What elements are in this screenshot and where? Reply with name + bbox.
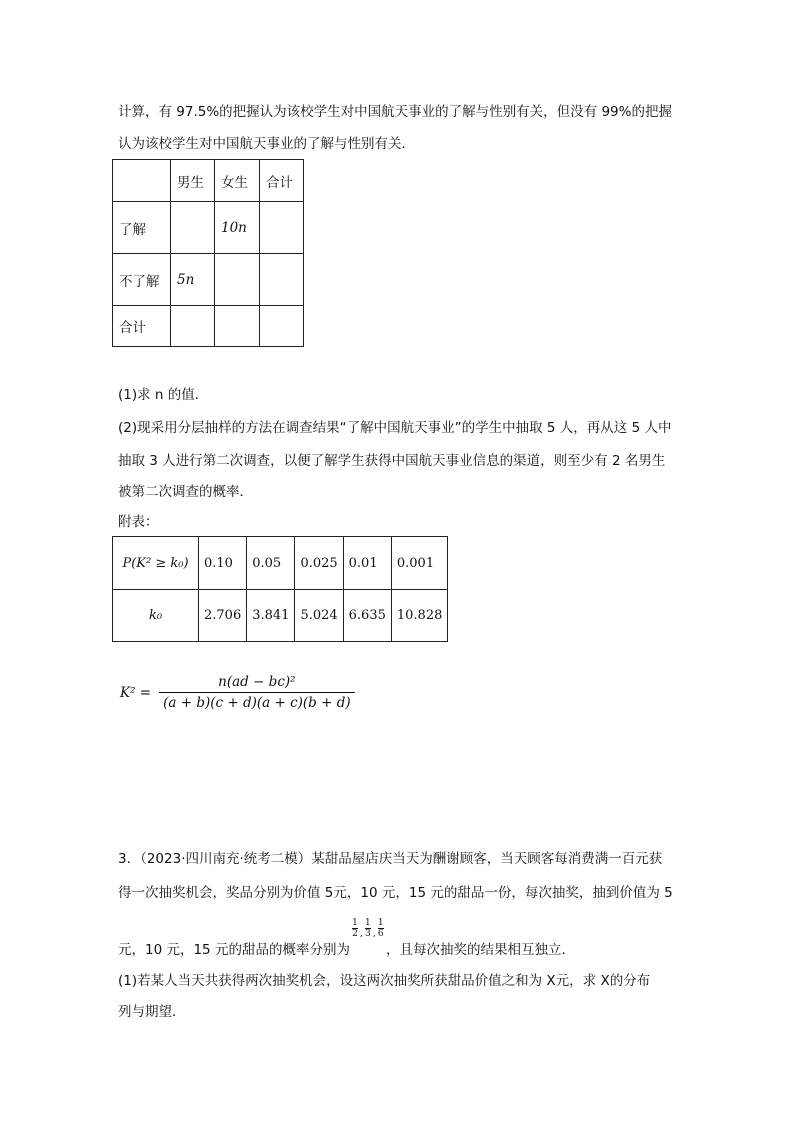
question-2-line-2: 抽取 3 人进行第二次调查，以便了解学生获得中国航天事业信息的渠道，则至少有 2 名男生	[118, 453, 666, 469]
fraction-separator: ,	[372, 929, 376, 939]
formula-fraction	[159, 674, 355, 711]
table-cell	[260, 202, 304, 254]
table-row	[113, 537, 448, 590]
table-cell	[171, 306, 215, 347]
table-cell	[260, 306, 304, 347]
fraction-denominator: 2	[352, 929, 358, 939]
table-cell: 0.01	[343, 537, 391, 590]
table-cell: 10.828	[391, 590, 448, 642]
table-cell: 0.025	[295, 537, 343, 590]
gender-awareness-table	[112, 159, 304, 347]
table-cell: 0.001	[391, 537, 448, 590]
table-row	[113, 202, 304, 254]
question-2-line-3: 被第二次调查的概率．	[118, 484, 253, 500]
table-row-label: 不了解	[113, 254, 171, 306]
table-cell	[171, 202, 215, 254]
table-cell: 5.024	[295, 590, 343, 642]
table-header-cell: 男生	[171, 160, 215, 202]
table-cell: 10n	[215, 202, 260, 254]
fraction-numerator: 1	[352, 918, 358, 928]
probability-fraction	[352, 918, 358, 939]
table-cell	[215, 254, 260, 306]
table-row-label: 了解	[113, 202, 171, 254]
table-row	[113, 590, 448, 642]
question-1: (1)求 n 的值．	[118, 387, 209, 403]
fraction-denominator: 6	[377, 929, 384, 939]
formula-lhs: K² =	[120, 684, 152, 701]
table-row-label: 合计	[113, 306, 171, 347]
table-row	[113, 254, 304, 306]
table-cell: 0.10	[199, 537, 247, 590]
problem-3-line-3-suffix: ，且每次抽奖的结果相互独立．	[385, 942, 575, 958]
table-cell	[215, 306, 260, 347]
intro-line-1: 计算，有 97.5%的把握认为该校学生对中国航天事业的了解与性别有关，但没有 99%的把握	[118, 104, 672, 120]
table-row	[113, 306, 304, 347]
probability-fractions	[352, 918, 384, 939]
fraction-denominator: 3	[365, 929, 371, 939]
table-row	[113, 160, 304, 202]
table-cell: 0.05	[247, 537, 295, 590]
critical-value-table	[112, 536, 448, 642]
probability-fraction	[365, 918, 371, 939]
table-header-cell: 合计	[260, 160, 304, 202]
table-row-label: k₀	[113, 590, 199, 642]
formula-numerator: n(ad − bc)²	[218, 674, 296, 690]
fraction-separator: ,	[360, 929, 363, 939]
problem-3-line-2: 得一次抽奖机会，奖品分别为价值 5元，10 元，15 元的甜品一份，每次抽奖，抽到价值为 5	[118, 885, 673, 901]
table-cell: 6.635	[343, 590, 391, 642]
probability-fraction	[378, 918, 384, 939]
question-2-line-1: (2)现采用分层抽样的方法在调查结果“了解中国航天事业”的学生中抽取 5 人，再从这 5 人中	[118, 420, 672, 436]
problem-3-line-1: 3．（2023·四川南充·统考二模）某甜品屋店庆当天为酬谢顾客，当天顾客每消费满一百元获	[118, 851, 663, 867]
table-row-label: P(K² ≥ k₀)	[113, 537, 199, 590]
intro-line-2: 认为该校学生对中国航天事业的了解与性别有关．	[118, 136, 415, 152]
problem-3-line-3-prefix: 元，10 元，15 元的甜品的概率分别为	[118, 942, 350, 958]
fraction-numerator: 1	[365, 918, 371, 928]
table-header-cell: 女生	[215, 160, 260, 202]
problem-3-sub-1-line-2: 列与期望．	[118, 1004, 186, 1020]
table-cell: 3.841	[247, 590, 295, 642]
problem-3-line-3	[118, 940, 575, 960]
table-cell: 2.706	[199, 590, 247, 642]
table-cell	[260, 254, 304, 306]
appendix-label: 附表：	[118, 514, 159, 530]
fraction-numerator: 1	[377, 918, 384, 928]
table-cell: 5n	[171, 254, 215, 306]
problem-3-sub-1-line-1: (1)若某人当天共获得两次抽奖机会，设这两次抽奖所获甜品价值之和为 X元，求 X的分布	[118, 973, 651, 989]
chi-square-formula	[120, 674, 355, 711]
table-cell	[113, 160, 171, 202]
formula-denominator: (a + b)(c + d)(a + c)(b + d)	[163, 695, 351, 711]
